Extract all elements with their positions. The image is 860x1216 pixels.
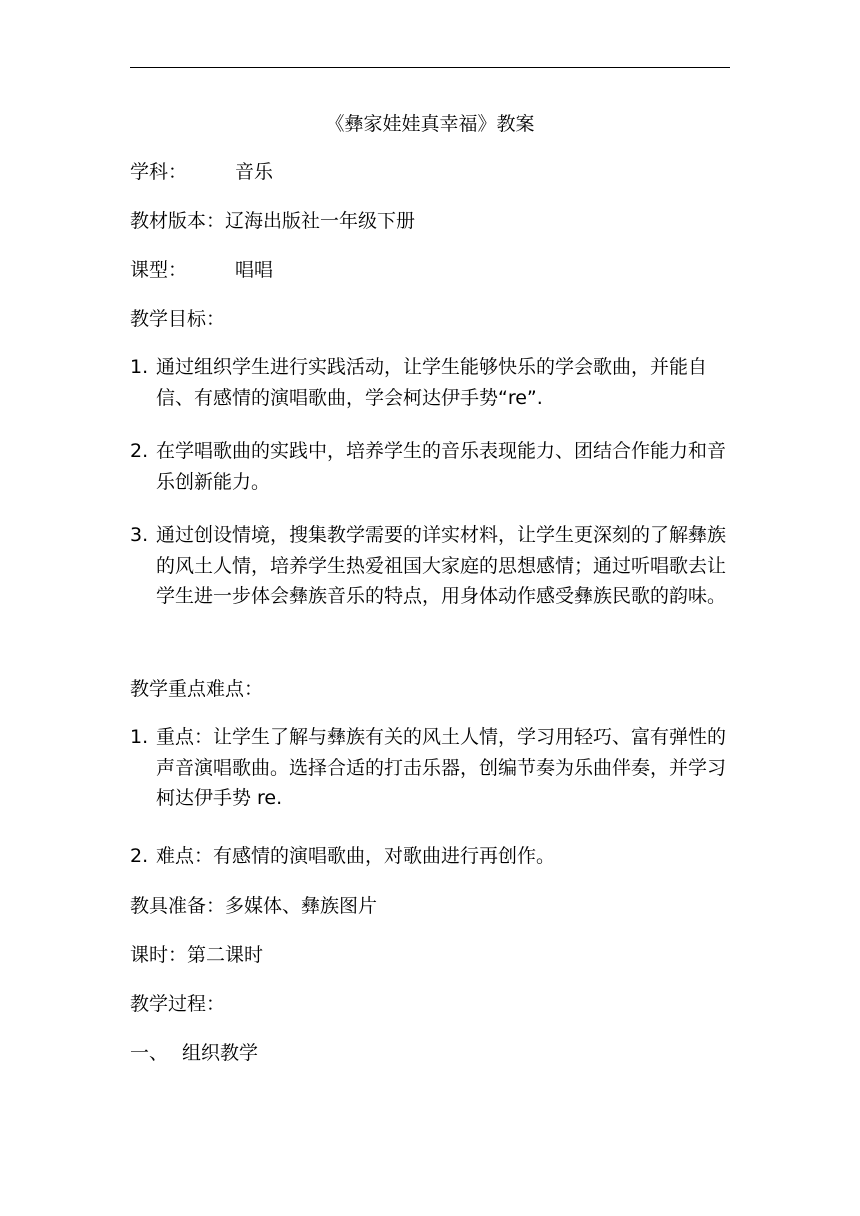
key-points-heading: 教学重点难点：	[130, 678, 264, 700]
objective-text: 在学唱歌曲的实践中，培养学生的音乐表现能力、团结合作能力和音乐创新能力。	[156, 440, 727, 493]
lesson-type-line	[130, 257, 273, 283]
section-one-heading	[130, 1040, 258, 1066]
key-point-text: 难点：有感情的演唱歌曲，对歌曲进行再创作。	[156, 845, 556, 867]
materials-line: 教具准备：多媒体、彝族图片	[130, 895, 378, 917]
key-point-number: 2.	[130, 845, 149, 867]
edition-line	[130, 208, 415, 234]
key-point-item	[130, 841, 730, 872]
objective-number: 2.	[130, 440, 149, 462]
objective-item	[130, 436, 730, 497]
objective-number: 1.	[130, 356, 149, 378]
lesson-type-label: 课型：	[130, 259, 188, 281]
subject-value: 音乐	[235, 161, 274, 183]
process-heading: 教学过程：	[130, 993, 226, 1015]
period-line: 课时：第二课时	[130, 944, 264, 966]
edition-value: 辽海出版社一年级下册	[225, 210, 416, 232]
key-point-text: 重点：让学生了解与彝族有关的风土人情，学习用轻巧、富有弹性的声音演唱歌曲。选择合适的打击乐器，创编节奏为乐曲伴奏，并学习柯达伊手势 re.	[156, 726, 727, 809]
section-number: 一、	[130, 1042, 169, 1064]
key-point-item	[130, 722, 730, 814]
objective-number: 3.	[130, 524, 149, 546]
objective-text: 通过创设情境，搜集教学需要的详实材料，让学生更深刻的了解彝族的风土人情，培养学生热爱祖国大家庭的思想感情；通过听唱歌去让学生进一步体会彝族音乐的特点，用身体动作感受彝族民歌的韵味。	[156, 524, 727, 607]
objective-item	[130, 520, 730, 612]
subject-line	[130, 159, 273, 185]
objective-item	[130, 352, 730, 413]
document-title: 《彝家娃娃真幸福》教案	[325, 113, 535, 135]
edition-label: 教材版本：	[130, 210, 226, 232]
key-point-number: 1.	[130, 726, 149, 748]
objectives-heading: 教学目标：	[130, 308, 226, 330]
header-rule	[130, 67, 730, 68]
objective-text: 通过组织学生进行实践活动，让学生能够快乐的学会歌曲，并能自信、有感情的演唱歌曲，学会柯达伊手势“re”.	[156, 356, 708, 409]
lesson-type-value: 唱唱	[235, 259, 274, 281]
subject-label: 学科：	[130, 161, 188, 183]
section-title: 组织教学	[182, 1042, 259, 1064]
